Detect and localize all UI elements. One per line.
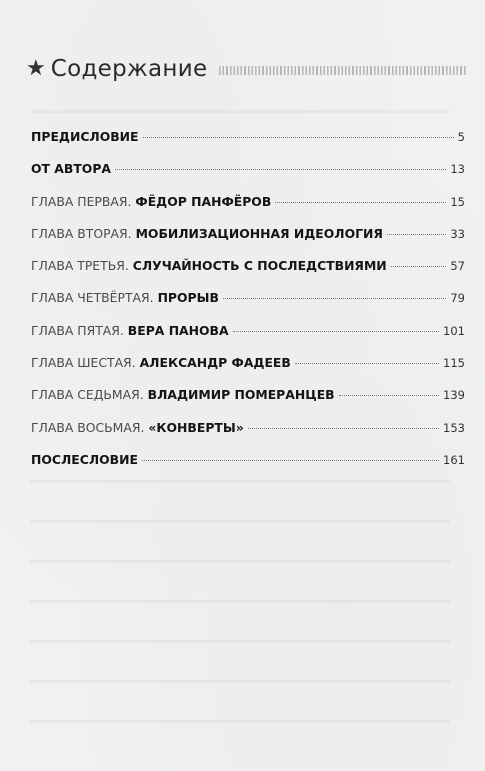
- dot-leader: [387, 234, 446, 235]
- bleed-through-line: [30, 560, 450, 563]
- toc-entry-chapter-6[interactable]: [31, 355, 465, 387]
- dot-leader: [391, 266, 447, 267]
- toc-entry-chapter-label: ГЛАВА ШЕСТАЯ.: [31, 355, 136, 371]
- toc-entry-from-author[interactable]: [31, 161, 465, 193]
- bleed-through-line: [30, 600, 450, 603]
- toc-entry-page: 139: [443, 388, 465, 403]
- toc-entry-page: 101: [443, 323, 465, 338]
- toc-entry-title: ВЛАДИМИР ПОМЕРАНЦЕВ: [147, 387, 335, 403]
- toc-entry-chapter-label: ГЛАВА ТРЕТЬЯ.: [31, 258, 129, 274]
- toc-entry-page: 15: [450, 194, 465, 209]
- toc-entry-title: ВЕРА ПАНОВА: [127, 322, 229, 338]
- toc-entry-page: 5: [457, 130, 465, 144]
- dot-leader: [233, 331, 439, 332]
- toc-entry-title: МОБИЛИЗАЦИОННАЯ ИДЕОЛОГИЯ: [135, 225, 383, 241]
- toc-entry-page: 33: [450, 226, 465, 241]
- toc-entry-title: «КОНВЕРТЫ»: [148, 419, 244, 435]
- table-of-contents: [31, 129, 465, 484]
- toc-entry-page: 115: [443, 356, 465, 371]
- toc-entry-chapter-label: ГЛАВА ЧЕТВЁРТАЯ.: [31, 290, 154, 306]
- toc-entry-chapter-label: ГЛАВА СЕДЬМАЯ.: [31, 387, 144, 403]
- toc-entry-chapter-1[interactable]: [31, 194, 465, 226]
- toc-entry-chapter-label: ГЛАВА ПЕРВАЯ.: [31, 193, 132, 209]
- dot-leader: [248, 428, 439, 429]
- bleed-through-line: [30, 720, 450, 723]
- toc-entry-chapter-3[interactable]: [31, 258, 465, 290]
- heading-decorative-rule: [219, 66, 466, 75]
- toc-entry-chapter-2[interactable]: [31, 226, 465, 258]
- page-title: Содержание: [50, 56, 208, 82]
- toc-entry-title: СЛУЧАЙНОСТЬ С ПОСЛЕДСТВИЯМИ: [132, 258, 387, 274]
- toc-entry-title: ПОСЛЕСЛОВИЕ: [31, 451, 138, 467]
- toc-entry-chapter-label: ГЛАВА ПЯТАЯ.: [31, 322, 124, 338]
- toc-entry-title: ОТ АВТОРА: [31, 161, 111, 177]
- dot-leader: [143, 137, 454, 138]
- bleed-through-line: [30, 110, 450, 113]
- toc-entry-chapter-label: ГЛАВА ВОСЬМАЯ.: [31, 419, 145, 435]
- toc-entry-chapter-5[interactable]: [31, 323, 465, 355]
- toc-entry-chapter-8[interactable]: [31, 420, 465, 452]
- toc-entry-page: 13: [450, 162, 465, 177]
- toc-entry-title: ПРОРЫВ: [157, 290, 219, 306]
- bleed-through-line: [30, 680, 450, 683]
- dot-leader: [339, 395, 439, 396]
- dot-leader: [223, 298, 446, 299]
- star-icon: ★: [26, 56, 46, 81]
- contents-heading: [26, 52, 466, 86]
- bleed-through-line: [30, 520, 450, 523]
- toc-entry-title: ФЁДОР ПАНФЁРОВ: [135, 193, 272, 209]
- bleed-through-line: [30, 640, 450, 643]
- toc-entry-preface[interactable]: [31, 129, 465, 161]
- toc-entry-chapter-4[interactable]: [31, 290, 465, 322]
- dot-leader: [142, 460, 439, 461]
- toc-entry-title: АЛЕКСАНДР ФАДЕЕВ: [139, 355, 291, 371]
- toc-entry-chapter-7[interactable]: [31, 387, 465, 419]
- toc-entry-title: ПРЕДИСЛОВИЕ: [31, 129, 139, 144]
- toc-entry-chapter-label: ГЛАВА ВТОРАЯ.: [31, 225, 132, 241]
- dot-leader: [275, 202, 446, 203]
- dot-leader: [115, 169, 446, 170]
- toc-entry-page: 153: [443, 420, 465, 435]
- toc-entry-page: 161: [443, 452, 465, 467]
- toc-entry-afterword[interactable]: [31, 452, 465, 484]
- dot-leader: [295, 363, 439, 364]
- toc-entry-page: 79: [450, 291, 465, 306]
- toc-entry-page: 57: [450, 259, 465, 274]
